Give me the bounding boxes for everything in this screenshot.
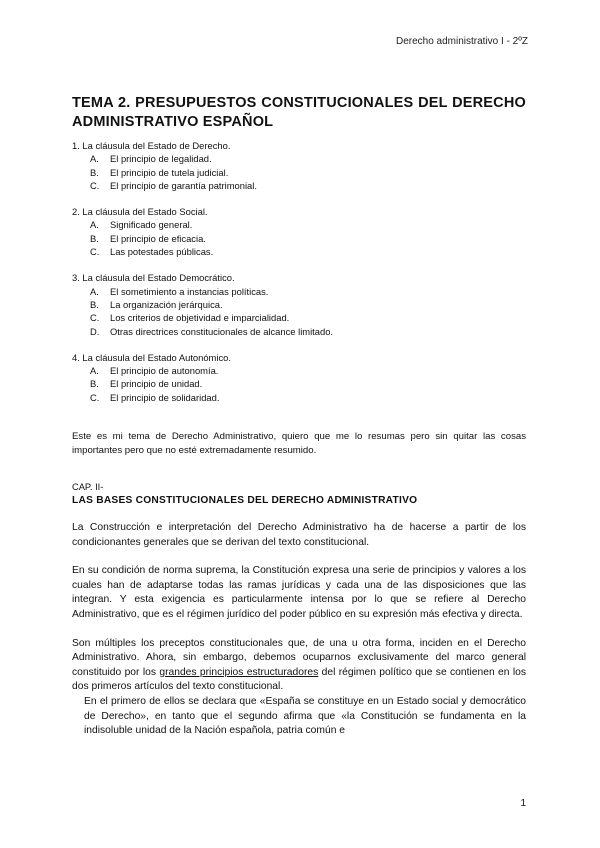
page-number: 1: [520, 798, 526, 809]
paragraph-text: del régimen político que se contienen en los dos primeros artículos del texto constitucional.: [72, 666, 527, 693]
outline-item: [72, 245, 526, 258]
paragraph-text: Son múltiples los preceptos constitucionales que, de una u otra forma, inciden en el Derecho Administrativo. Ahora, sin embargo, debemos ocuparnos exclusivamente del marco general constituido por los: [72, 637, 526, 678]
chapter-title: LAS BASES CONSTITUCIONALES DEL DERECHO ADMINISTRATIVO: [72, 495, 418, 507]
item-letter: C.: [90, 246, 100, 258]
outline-item: [72, 152, 526, 165]
section-heading: 2. La cláusula del Estado Social.: [72, 206, 208, 218]
item-letter: A.: [90, 285, 99, 297]
item-letter: A.: [90, 153, 99, 165]
outline-item: [72, 325, 526, 338]
item-text: Los criterios de objetividad e imparcialidad.: [110, 312, 290, 324]
item-text: Otras directrices constitucionales de alcance limitado.: [110, 325, 334, 337]
item-text: El principio de unidad.: [110, 378, 203, 390]
item-text: El sometimiento a instancias políticas.: [110, 285, 269, 297]
topic-outline: [72, 139, 526, 404]
topic-title: TEMA 2. PRESUPUESTOS CONSTITUCIONALES DEL DERECHO ADMINISTRATIVO ESPAÑOL: [72, 95, 526, 130]
item-letter: B.: [90, 378, 99, 390]
item-letter: A.: [90, 219, 99, 231]
paragraph-construction: La Construcción e interpretación del Derecho Administrativo ha de hacerse a partir de los condicionantes generales que se derivan del texto constitucional.: [72, 522, 526, 548]
section-heading: 3. La cláusula del Estado Democrático.: [72, 272, 235, 284]
summary-request-text: Este es mi tema de Derecho Administrativo, quiero que me lo resumas pero sin quitar las cosas importantes pero que no esté extremadamente resumido.: [72, 431, 526, 457]
paragraph-articulos: En el primero de ellos se declara que «España se constituye en un Estado social y democrático de Derecho», en tanto que el segundo afirma que «la Constitución se fundamenta en la indisoluble unidad de la Nación española, patria común e: [84, 695, 526, 737]
item-text: El principio de garantía patrimonial.: [110, 179, 257, 191]
section-heading: 1. La cláusula del Estado de Derecho.: [72, 140, 231, 151]
item-letter: C.: [90, 391, 100, 403]
outline-section-1: [72, 139, 526, 192]
outline-item: [72, 364, 526, 377]
item-letter: B.: [90, 298, 99, 310]
item-letter: B.: [90, 166, 99, 178]
underlined-phrase: grandes principios estructuradores: [159, 666, 319, 678]
page-header: Derecho administrativo I - 2ºZ: [395, 36, 528, 47]
outline-item: [72, 218, 526, 231]
item-text: La organización jerárquica.: [110, 298, 223, 310]
outline-item: [72, 377, 526, 390]
item-text: El principio de tutela judicial.: [110, 166, 229, 178]
outline-item: [72, 285, 526, 298]
outline-item: [72, 232, 526, 245]
item-text: El principio de solidaridad.: [110, 391, 220, 403]
document-body: [72, 94, 526, 739]
item-text: Significado general.: [110, 219, 193, 231]
item-text: Las potestades públicas.: [110, 246, 214, 258]
item-letter: C.: [90, 179, 100, 191]
outline-item: [72, 166, 526, 179]
outline-section-3: [72, 271, 526, 337]
item-letter: D.: [90, 325, 100, 337]
section-heading: 4. La cláusula del Estado Autonómico.: [72, 351, 231, 363]
outline-section-4: [72, 351, 526, 404]
item-text: El principio de autonomía.: [110, 365, 219, 377]
outline-item: [72, 179, 526, 192]
paragraph-preceptos: [72, 637, 526, 695]
item-text: El principio de legalidad.: [110, 153, 212, 165]
paragraph-norma-suprema: En su condición de norma suprema, la Constitución expresa una serie de principios y valores a los cuales han de adaptarse todas las ramas jurídicas y cada una de las disposiciones que las integran. Y esta exigencia es particularmente intensa por lo que se refiere al Derecho Administrativo, que es el régimen jurídico del poder público en su expresión más efectiva y directa.: [72, 565, 526, 621]
item-letter: A.: [90, 365, 99, 377]
outline-item: [72, 311, 526, 324]
outline-item: [72, 391, 526, 404]
chapter-number: CAP. II-: [72, 482, 104, 493]
outline-item: [72, 298, 526, 311]
item-letter: B.: [90, 232, 99, 244]
item-text: El principio de eficacia.: [110, 232, 206, 244]
outline-section-2: [72, 205, 526, 258]
item-letter: C.: [90, 312, 100, 324]
